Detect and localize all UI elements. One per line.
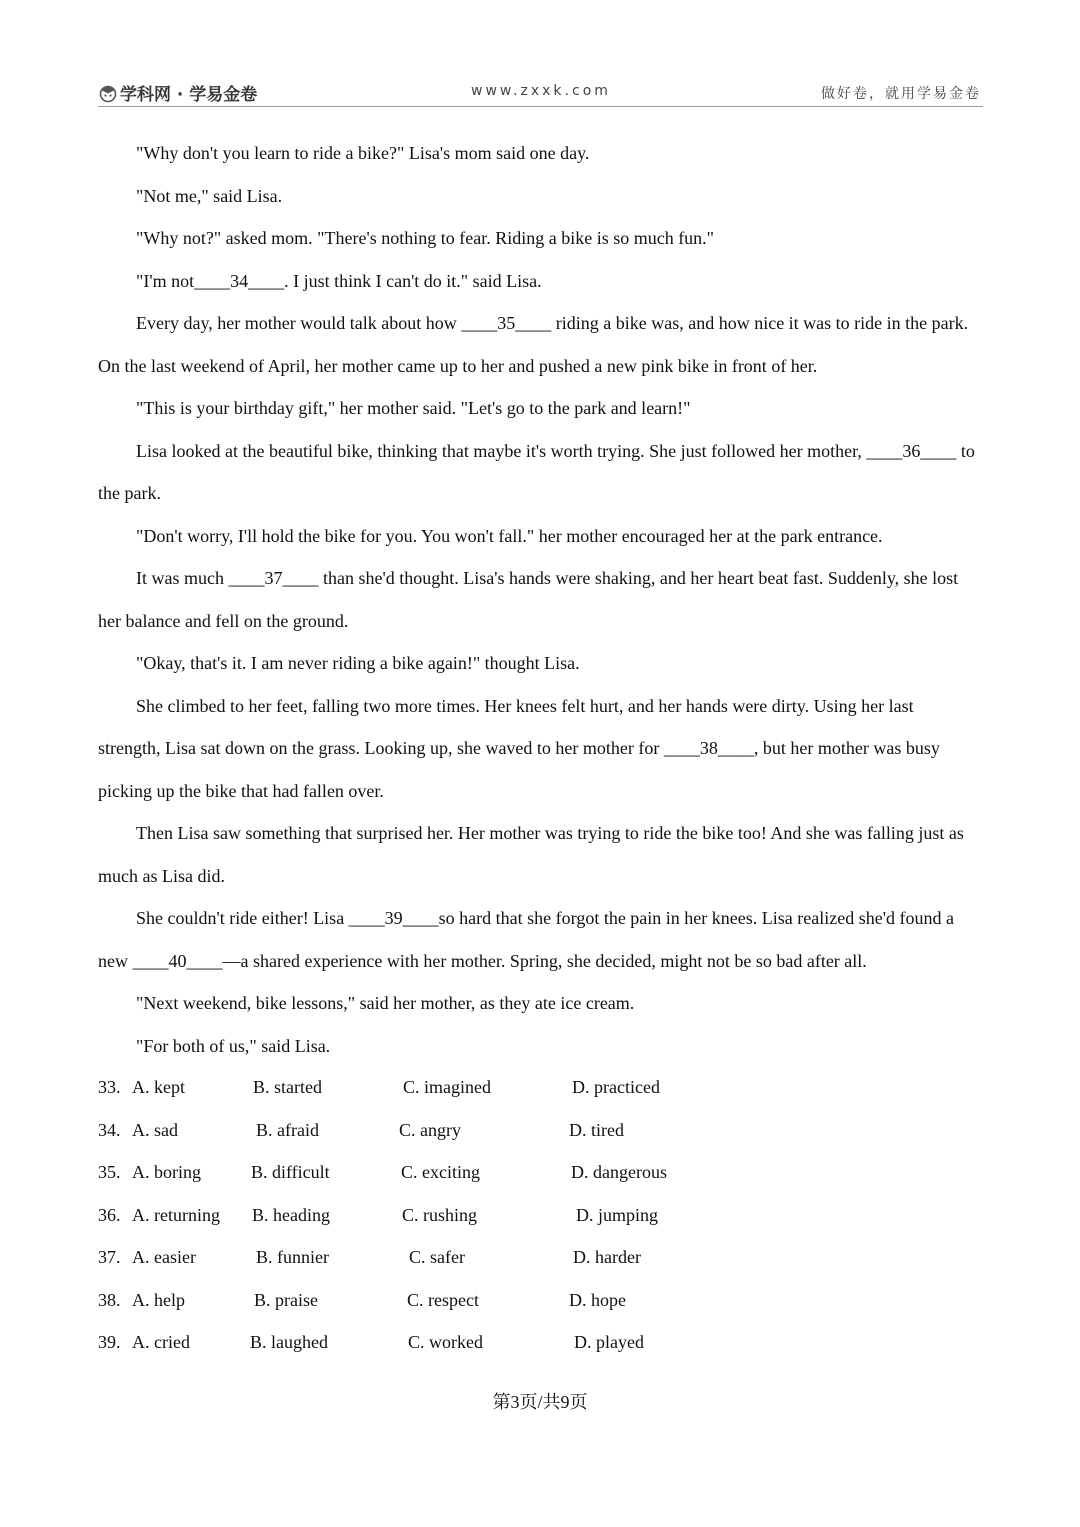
option-d: D. harder <box>573 1247 641 1267</box>
paragraph: "Why don't you learn to ride a bike?" Lisa's mom said one day. <box>136 143 590 163</box>
option-a: A. boring <box>132 1162 201 1182</box>
option-b: B. difficult <box>251 1162 330 1182</box>
option-b: B. started <box>253 1077 322 1097</box>
paragraph: It was much ____37____ than she'd thought. Lisa's hands were shaking, and her heart beat fast. Suddenly, she lost her balance and fell on the ground. <box>98 568 959 631</box>
option-a: A. returning <box>132 1204 220 1225</box>
paragraph: She couldn't ride either! Lisa ____39____so hard that she forgot the pain in her knees. Lisa realized she'd found a new ____40____—a shared experience with her mother. Spring, she decided, might not be so bad after all. <box>98 908 954 971</box>
question-number: 35. <box>98 1162 121 1182</box>
option-c: C. rushing <box>402 1204 478 1225</box>
question-number: 39. <box>98 1332 121 1352</box>
option-d: D. practiced <box>572 1077 660 1097</box>
option-row <box>98 1151 798 1194</box>
option-row <box>98 1279 798 1322</box>
question-number: 36. <box>98 1204 121 1225</box>
option-row <box>98 1236 798 1279</box>
option-b: B. laughed <box>250 1332 328 1352</box>
option-c: C. safer <box>409 1247 465 1267</box>
option-a: A. cried <box>132 1332 190 1352</box>
option-d: D. hope <box>569 1289 626 1310</box>
option-a: A. help <box>132 1289 185 1310</box>
question-number: 33. <box>98 1077 121 1097</box>
paragraph: "Next weekend, bike lessons," said her mother, as they ate ice cream. <box>136 993 635 1013</box>
paragraph: "Not me," said Lisa. <box>136 185 283 206</box>
option-c: C. angry <box>399 1119 461 1140</box>
question-number: 37. <box>98 1247 121 1267</box>
option-row <box>98 1066 798 1109</box>
option-c: C. exciting <box>401 1162 480 1182</box>
option-d: D. jumping <box>576 1204 659 1225</box>
option-c: C. respect <box>407 1289 479 1310</box>
option-d: D. tired <box>569 1119 624 1140</box>
passage <box>98 132 980 1067</box>
option-b: B. afraid <box>256 1119 319 1140</box>
paragraph: "I'm not____34____. I just think I can't do it." said Lisa. <box>136 270 542 291</box>
paragraph: "Okay, that's it. I am never riding a bike again!" thought Lisa. <box>136 653 580 673</box>
page-header <box>98 78 983 107</box>
site-url: www.zxxk.com <box>471 83 611 99</box>
paragraph: "For both of us," said Lisa. <box>136 1035 331 1056</box>
paragraph: Every day, her mother would talk about how ____35____ riding a bike was, and how nice it was to ride in the park. On the last weekend of April, her mother came up to her and pushed a new pink bike in front of her. <box>98 313 969 376</box>
header-slogan: 做好卷，就用学易金卷 <box>821 86 981 102</box>
option-b: B. heading <box>252 1204 330 1225</box>
option-b: B. praise <box>254 1289 318 1310</box>
option-a: A. kept <box>132 1077 185 1097</box>
question-number: 34. <box>98 1119 121 1140</box>
paragraph: "This is your birthday gift," her mother said. "Let's go to the park and learn!" <box>136 398 691 418</box>
paragraph: Then Lisa saw something that surprised her. Her mother was trying to ride the bike too! And she was falling just as much as Lisa did. <box>98 823 964 886</box>
option-row <box>98 1109 798 1152</box>
question-number: 38. <box>98 1289 121 1310</box>
paragraph: "Why not?" asked mom. "There's nothing to fear. Riding a bike is so much fun." <box>136 228 715 248</box>
paragraph: "Don't worry, I'll hold the bike for you. You won't fall." her mother encouraged her at the park entrance. <box>136 525 883 546</box>
answer-options <box>98 1066 798 1364</box>
option-c: C. imagined <box>403 1077 491 1097</box>
option-row <box>98 1194 798 1237</box>
graduation-cap-icon <box>98 83 118 103</box>
option-a: A. easier <box>132 1247 196 1267</box>
option-row <box>98 1321 798 1364</box>
option-d: D. played <box>574 1332 644 1352</box>
paragraph: Lisa looked at the beautiful bike, thinking that maybe it's worth trying. She just followed her mother, ____36____ to the park. <box>98 440 975 503</box>
page-number: 第3页/共9页 <box>492 1392 588 1412</box>
logo <box>98 80 257 105</box>
paragraph: She climbed to her feet, falling two more times. Her knees felt hurt, and her hands were dirty. Using her last strength, Lisa sat down on the grass. Looking up, she waved to her mother for ____38____, but her mother was busy picking up the bike that had fallen over. <box>98 695 940 801</box>
option-a: A. sad <box>132 1119 178 1140</box>
logo-text: 学科网 · 学易金卷 <box>120 85 258 105</box>
option-c: C. worked <box>408 1332 483 1352</box>
option-b: B. funnier <box>256 1247 329 1267</box>
option-d: D. dangerous <box>571 1162 667 1182</box>
